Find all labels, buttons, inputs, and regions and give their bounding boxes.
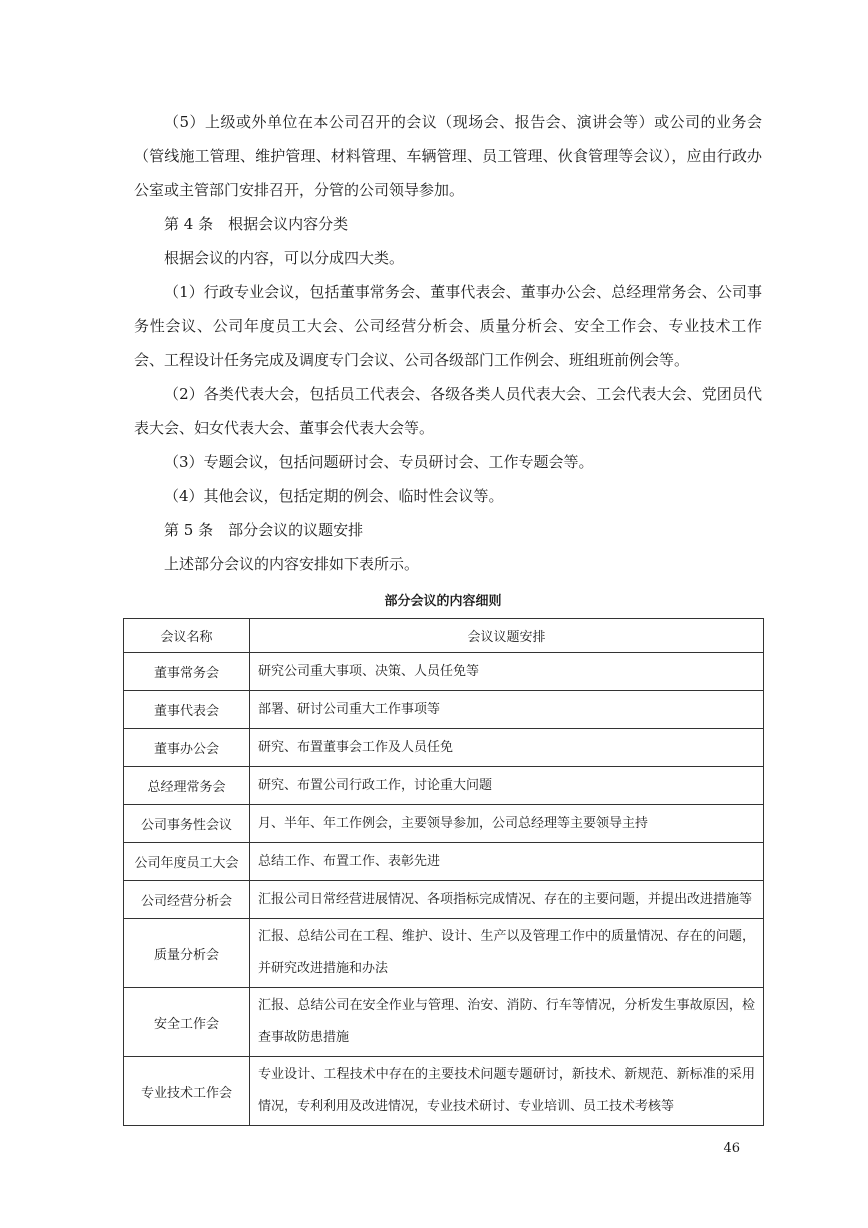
agenda-cell: 汇报公司日常经营进展情况、各项指标完成情况、存在的主要问题，并提出改进措施等	[250, 881, 764, 919]
meeting-name-cell: 公司事务性会议	[124, 805, 250, 843]
meeting-name-cell: 董事常务会	[124, 653, 250, 691]
meeting-name-cell: 董事代表会	[124, 691, 250, 729]
meeting-name-cell: 董事办公会	[124, 729, 250, 767]
header-agenda: 会议议题安排	[250, 619, 764, 653]
paragraph-category-2: （2）各类代表大会，包括员工代表会、各级各类人员代表大会、工会代表大会、党团员代表大会、妇女代表大会、董事会代表大会等。	[134, 385, 762, 437]
meeting-name-cell: 安全工作会	[124, 988, 250, 1057]
table-title: 部分会议的内容细则	[384, 594, 502, 609]
agenda-cell: 月、半年、年工作例会，主要领导参加，公司总经理等主要领导主持	[250, 805, 764, 843]
table-row	[124, 805, 764, 843]
paragraph-category-1: （1）行政专业会议，包括董事常务会、董事代表会、董事办公会、总经理常务会、公司事务性会议、公司年度员工大会、公司经营分析会、质量分析会、安全工作会、专业技术工作会、工程设计任务完成及调度专门会议、公司各级部门工作例会、班组班前例会等。	[134, 283, 762, 369]
table-row	[124, 988, 764, 1057]
article-5-heading: 第 5 条 部分会议的议题安排	[164, 521, 364, 539]
agenda-cell: 部署、研讨公司重大工作事项等	[250, 691, 764, 729]
agenda-cell: 研究、布置公司行政工作，讨论重大问题	[250, 767, 764, 805]
paragraph-category-3: （3）专题会议，包括问题研讨会、专员研讨会、工作专题会等。	[164, 453, 594, 471]
meeting-agenda-table	[123, 618, 764, 1126]
agenda-cell: 汇报、总结公司在工程、维护、设计、生产以及管理工作中的质量情况、存在的问题，并研究改进措施和办法	[250, 919, 764, 988]
table-row	[124, 843, 764, 881]
paragraph-item-5: （5）上级或外单位在本公司召开的会议（现场会、报告会、演讲会等）或公司的业务会（管线施工管理、维护管理、材料管理、车辆管理、员工管理、伙食管理等会议），应由行政办公室或主管部门安排召开，分管的公司领导参加。	[134, 113, 762, 199]
agenda-cell: 研究公司重大事项、决策、人员任免等	[250, 653, 764, 691]
table-row	[124, 691, 764, 729]
article-4-heading: 第 4 条 根据会议内容分类	[164, 215, 349, 233]
table-row	[124, 729, 764, 767]
page-number: 46	[723, 1141, 740, 1156]
table-row	[124, 767, 764, 805]
meeting-name-cell: 质量分析会	[124, 919, 250, 988]
agenda-cell: 汇报、总结公司在安全作业与管理、治安、消防、行车等情况，分析发生事故原因，检查事故防患措施	[250, 988, 764, 1057]
meeting-name-cell: 专业技术工作会	[124, 1057, 250, 1126]
header-meeting-name: 会议名称	[124, 619, 250, 653]
meeting-name-cell: 总经理常务会	[124, 767, 250, 805]
paragraph-category-4: （4）其他会议，包括定期的例会、临时性会议等。	[164, 487, 504, 505]
table-row	[124, 881, 764, 919]
table-header-row	[124, 619, 764, 653]
agenda-cell: 总结工作、布置工作、表彰先进	[250, 843, 764, 881]
paragraph-table-intro: 上述部分会议的内容安排如下表所示。	[164, 555, 420, 573]
agenda-cell: 研究、布置董事会工作及人员任免	[250, 729, 764, 767]
table-row	[124, 653, 764, 691]
table-row	[124, 919, 764, 988]
meeting-name-cell: 公司年度员工大会	[124, 843, 250, 881]
agenda-cell: 专业设计、工程技术中存在的主要技术问题专题研讨，新技术、新规范、新标准的采用情况，专利利用及改进情况，专业技术研讨、专业培训、员工技术考核等	[250, 1057, 764, 1126]
table-row	[124, 1057, 764, 1126]
paragraph-intro-categories: 根据会议的内容，可以分成四大类。	[164, 249, 405, 267]
meeting-name-cell: 公司经营分析会	[124, 881, 250, 919]
